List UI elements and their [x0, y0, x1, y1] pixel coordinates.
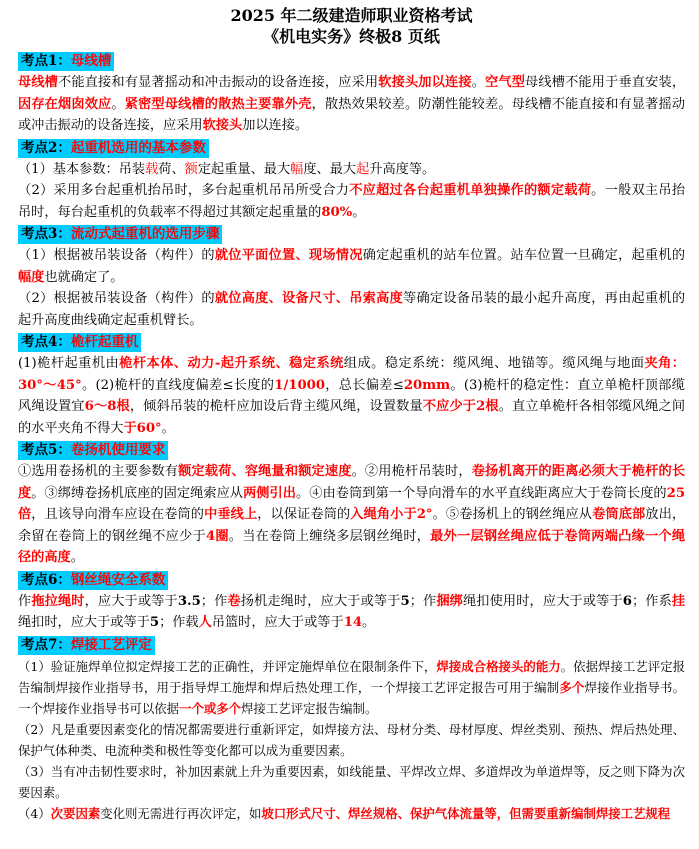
body-text: 。(3)桅杆的稳定性：直立单桅杆顶部缆风绳设置宜: [18, 377, 685, 414]
highlight-text: 25倍: [18, 485, 686, 522]
body-text: 。: [352, 204, 366, 220]
body-text: ；作: [200, 593, 228, 609]
body-text: （1）根据被吊装设备（构件）的: [18, 248, 215, 263]
highlight-text: 次要因素: [50, 805, 101, 821]
section-4: [18, 331, 685, 439]
body-text: 绳扣时，应大于或等于: [18, 615, 150, 630]
body-text: 。: [362, 615, 376, 630]
section-heading-topic: 焊接工艺评定: [70, 636, 152, 653]
section-heading-label: 考点1：: [21, 53, 71, 69]
body-text: 母线槽不能用于垂直安装，: [525, 75, 686, 90]
section-heading-topic: 起重机选用的基本参数: [70, 139, 206, 156]
highlight-text: 人: [198, 615, 212, 630]
paragraph: [18, 803, 685, 824]
body-text: 。(2)桅杆的直线度偏差≤长度的: [81, 377, 275, 393]
highlight-text: 载: [145, 161, 159, 177]
paragraph: [18, 72, 685, 137]
section-heading-label: 考点5：: [21, 442, 71, 458]
body-text: 不能直接和有显著摇动和冲击振动的设备连接，应采用: [58, 75, 379, 90]
highlight-text: 入绳角小于2°: [350, 507, 433, 522]
highlight-text: 空气型: [485, 75, 526, 90]
body-text: 变化则无需进行再次评定，如: [100, 805, 262, 821]
highlight-text: 紧密型母线槽的散热主要靠外壳: [124, 96, 312, 112]
highlight-text: 不应少于2根: [422, 399, 499, 414]
body-text: 。依据焊接工艺评定报告编制焊接作业指导书，用于指导焊工施焊和焊后热处理工作，一个焊接工艺评定报告可用于编制: [18, 658, 686, 695]
section-7: [18, 634, 685, 824]
body-text: 扬机走绳时，应大于或等于: [240, 593, 401, 609]
section-heading-topic: 卷扬机使用要求: [70, 442, 166, 458]
section-1: [18, 50, 685, 137]
highlight-text: 软接头: [202, 118, 243, 133]
section-heading: [18, 571, 168, 590]
body-text: 吊篮时，应大于或等于: [211, 615, 344, 630]
body-text: ，倾斜吊装的桅杆应加设后背主缆风绳，设置数量: [129, 399, 423, 414]
section-heading-label: 考点4：: [21, 334, 71, 350]
paragraph: [18, 288, 685, 331]
highlight-text: 幅: [290, 161, 304, 177]
body-text: ；作载: [159, 615, 199, 630]
highlight-text: 额定载荷、容绳量和额定速度: [178, 464, 352, 479]
section-heading-topic: 钢丝绳安全系数: [70, 571, 166, 588]
section-heading-label: 考点3：: [21, 226, 71, 242]
section-2: [18, 137, 685, 224]
paragraph: [18, 353, 685, 439]
body-text: 也就确定了。: [44, 269, 124, 285]
highlight-text: 4圈: [205, 528, 229, 544]
page-title: 2025 年二级建造师职业资格考试: [230, 6, 473, 25]
section-heading: [18, 333, 141, 352]
body-text: 等确定设备吊装的最小起升高度，再由起重机的起升高度曲线确定起重机臂长。: [18, 291, 686, 328]
section-heading-topic: 流动式起重机的选用步骤: [70, 226, 220, 242]
section-heading-label: 考点2：: [21, 139, 71, 156]
body-text: 度、最大: [303, 161, 357, 177]
body-text: 组成。稳定系统：缆风绳、地锚等。缆风绳与地面: [343, 356, 645, 371]
body-text: 5: [149, 615, 160, 630]
body-text: ，总长偏差≤: [325, 377, 404, 393]
body-text: 。④由卷筒到第一个导向滑车的水平直线距离应大于卷筒长度的: [296, 485, 667, 501]
highlight-text: 于60°: [123, 420, 162, 436]
highlight-text: 焊接成合格接头的能力: [436, 658, 561, 674]
body-text: ，且该导向滑车应设在卷筒的: [31, 507, 205, 522]
section-heading-topic: 桅杆起重机: [70, 334, 139, 350]
document-content: [18, 50, 685, 824]
highlight-text: 软接头加以连接: [378, 75, 472, 90]
body-text: 。一般双主吊抬吊时，每台起重机的负载率不得超过其额定起重量的: [18, 183, 686, 220]
highlight-text: 多个: [559, 679, 585, 695]
body-text: 定起重量、最大: [197, 161, 291, 177]
body-text: 。: [161, 420, 175, 436]
body-text: 。: [471, 75, 486, 90]
body-text: 。: [111, 96, 125, 112]
paragraph: [18, 591, 685, 634]
body-text: 。直立单桅杆各相邻缆风绳之间的水平夹角不得大: [18, 399, 686, 436]
section-heading-topic: 母线槽: [70, 53, 112, 69]
section-heading: [18, 636, 155, 655]
body-text: 。当在卷筒上缠绕多层钢丝绳时，: [228, 528, 431, 544]
highlight-text: 80%: [321, 204, 353, 220]
highlight-text: 两侧引出: [243, 485, 297, 501]
highlight-text: 卷扬机离开的距离必须大于桅杆的长度: [18, 464, 686, 501]
highlight-text: 卷: [227, 593, 241, 609]
highlight-text: 20mm: [403, 377, 451, 393]
paragraph: [18, 245, 685, 288]
highlight-text: 最外一层钢丝绳应低于卷筒两端凸缘一个绳径的高度: [18, 528, 686, 565]
section-3: [18, 223, 685, 331]
highlight-text: 挂: [671, 593, 686, 609]
body-text: ，散热效果较差。防潮性能较差。母线槽不能直接和有显著摇动或冲击振动的设备连接，应采用: [18, 96, 686, 133]
highlight-text: 捆绑: [436, 593, 463, 609]
body-text: ①选用卷扬机的主要参数有: [18, 464, 179, 479]
body-text: 焊接工艺评定报告编制。: [241, 700, 378, 716]
body-text: 。③绑缚卷扬机底座的固定绳索应从: [31, 485, 244, 501]
paragraph: [18, 656, 685, 719]
highlight-text: 1/1000: [274, 377, 325, 393]
paragraph: [18, 719, 685, 761]
body-text: ，应大于或等于: [84, 593, 178, 609]
highlight-text: 桅杆本体、动力-起升系统、稳定系统: [119, 356, 344, 371]
body-text: （3）当有冲击韧性要求时，补加因素就上升为重要因素，如线能量、平焊改立焊、多道焊改为单道焊等，反之则下降为次要因素。: [18, 763, 685, 800]
highlight-text: 因存在烟囱效应: [18, 96, 112, 112]
body-text: 放出，余留在卷筒上的钢丝绳不应少于: [18, 507, 686, 544]
body-text: （4）: [18, 805, 51, 821]
highlight-text: 卷筒底部: [592, 507, 646, 522]
body-text: 确定起重机的站车位置。站车位置一旦确定，起重机的: [362, 248, 686, 263]
body-text: (1)桅杆起重机由: [18, 356, 120, 371]
section-heading: [18, 225, 222, 244]
section-5: [18, 439, 685, 569]
highlight-text: 坡口形式尺寸、焊丝规格、保护气体流量等，但需要重新编制焊接工艺规程: [261, 805, 671, 821]
body-text: 绳扣使用时，应大于或等于: [462, 593, 623, 609]
highlight-text: 母线槽: [18, 75, 59, 90]
section-6: [18, 569, 685, 634]
section-heading: [18, 139, 209, 158]
section-heading-label: 考点6：: [21, 571, 71, 588]
body-text: 。: [70, 550, 84, 565]
section-heading: [18, 441, 168, 460]
highlight-text: 6～8根: [84, 399, 130, 414]
highlight-text: 14: [343, 615, 363, 630]
highlight-text: 起: [356, 161, 370, 177]
highlight-text: 不应超过各台起重机单独操作的额定载荷: [349, 183, 592, 198]
paragraph: [18, 461, 685, 569]
paragraph: [18, 159, 685, 181]
highlight-text: 就位高度、设备尺寸、吊索高度: [214, 291, 404, 306]
body-text: （2）采用多台起重机抬吊时，多台起重机吊吊所受合力: [18, 183, 350, 198]
body-text: ；作系: [631, 593, 672, 609]
page-subtitle: 《机电实务》终极8 页纸: [263, 27, 440, 46]
body-text: 。②用桅杆吊装时，: [351, 464, 472, 479]
body-text: 3.5: [177, 593, 201, 609]
highlight-text: 额: [184, 161, 198, 177]
section-heading: [18, 52, 114, 71]
paragraph: [18, 761, 685, 803]
body-text: 。⑤卷扬机上的钢丝绳应从: [432, 507, 593, 522]
body-text: 6: [622, 593, 632, 609]
body-text: 荷、: [158, 161, 185, 177]
highlight-text: 一个或多个: [179, 700, 242, 716]
body-text: （1）验证施焊单位拟定焊接工艺的正确性，并评定施焊单位在限制条件下，: [18, 658, 437, 674]
highlight-text: 就位平面位置、现场情况: [214, 248, 363, 263]
body-text: 5: [400, 593, 410, 609]
body-text: ；作: [409, 593, 437, 609]
highlight-text: 幅度: [18, 269, 45, 285]
highlight-text: 拖拉绳时: [31, 593, 85, 609]
body-text: （2）根据被吊装设备（构件）的: [18, 291, 215, 306]
body-text: （2）凡是重要因素变化的情况都需要进行重新评定，如焊接方法、母材分类、母材厚度、焊丝类别、预热、焊后热处理、保护气体种类、电流种类和极性等变化都可以成为重要因素。: [18, 721, 685, 758]
body-text: 加以连接。: [242, 118, 309, 133]
highlight-text: 夹角：30°～45°: [18, 356, 685, 393]
body-text: 焊接作业指导书。一个焊接作业指导书可以依据: [18, 679, 686, 716]
body-text: 作: [18, 593, 32, 609]
paragraph: [18, 180, 685, 223]
highlight-text: 中垂线上: [204, 507, 258, 522]
body-text: （1）基本参数：吊装: [18, 161, 146, 177]
section-heading-label: 考点7：: [21, 636, 71, 653]
body-text: 升高度等。: [369, 161, 436, 177]
body-text: ，以保证卷筒的: [257, 507, 351, 522]
